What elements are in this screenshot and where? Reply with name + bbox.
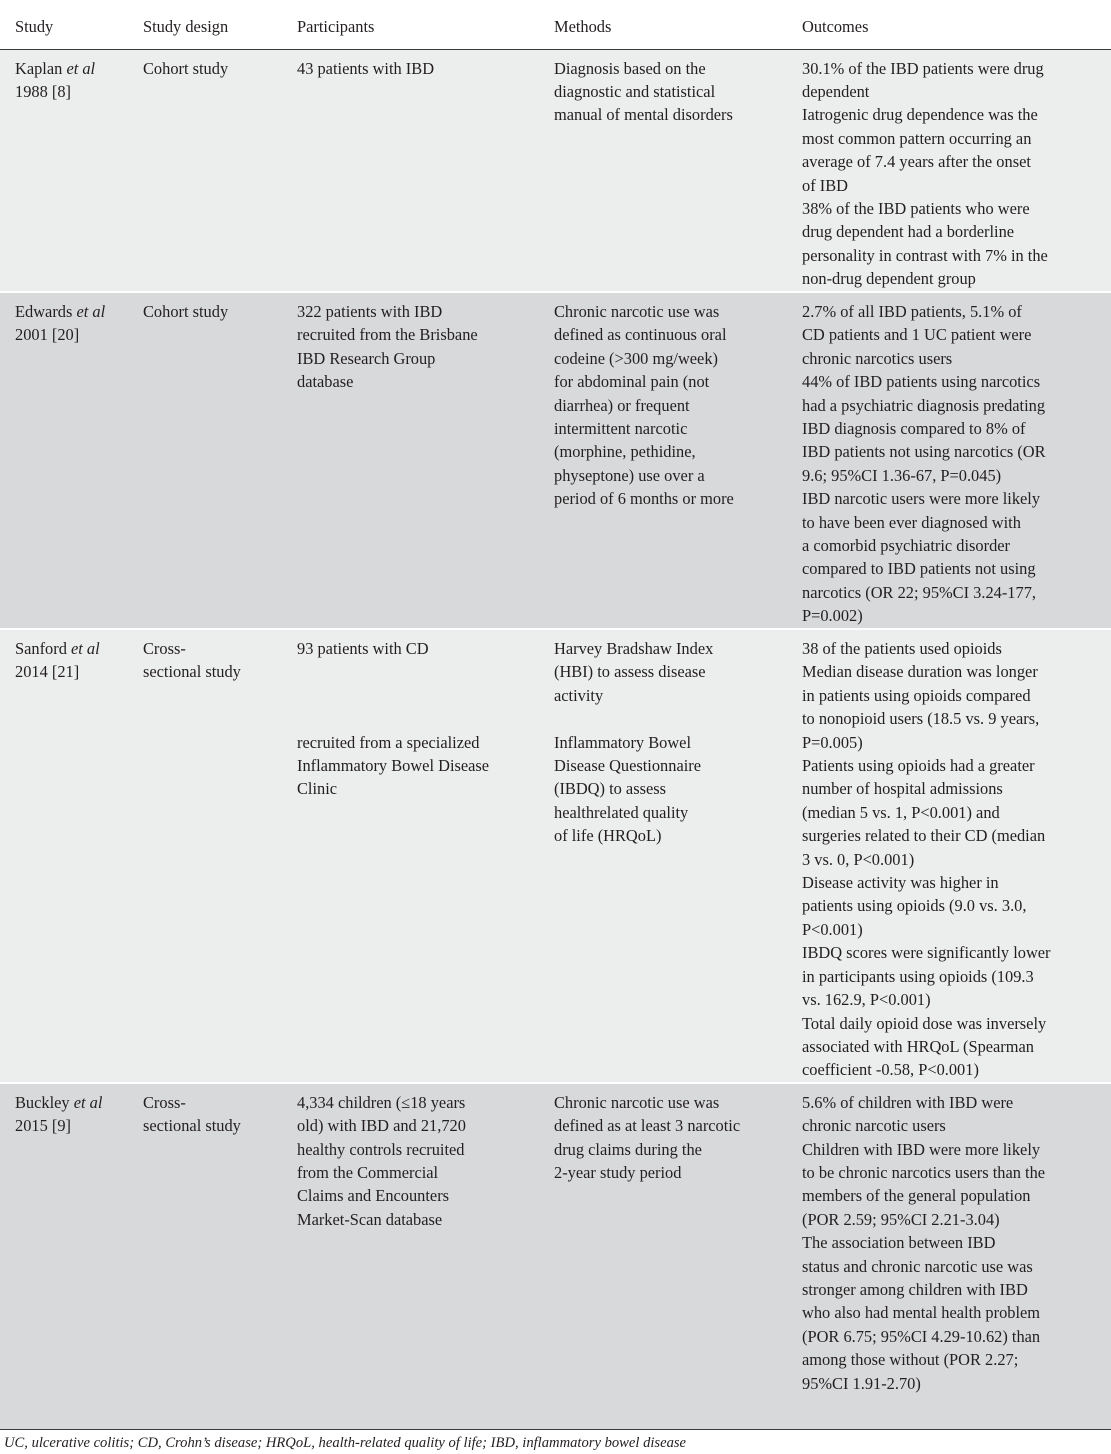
study-cell	[0, 49, 143, 292]
outcomes-cell-line: among those without (POR 2.27;	[802, 1350, 1019, 1370]
methods-cell-line: (HBI) to assess disease	[554, 662, 706, 682]
table-row	[0, 49, 1111, 292]
methods-cell-line: Inflammatory Bowel	[554, 732, 692, 752]
study-year-ref: 2015 [9]	[15, 1116, 71, 1136]
header-outcomes: Outcomes	[802, 0, 1111, 49]
outcomes-cell-line: (POR 2.59; 95%CI 2.21-3.04)	[802, 1209, 1000, 1229]
participants-cell-line: recruited from a specialized	[297, 732, 480, 752]
design-cell-line: Cross-	[143, 639, 186, 658]
participants-cell-line: recruited from the Brisbane	[297, 325, 478, 345]
outcomes-cell-line: a comorbid psychiatric disorder	[802, 536, 1011, 556]
methods-cell-line: Chronic narcotic use was	[554, 302, 720, 321]
participants-cell-line: Claims and Encounters	[297, 1186, 450, 1206]
outcomes-cell-line: The association between IBD	[802, 1233, 996, 1253]
outcomes-cell-line: had a psychiatric diagnosis predating	[802, 395, 1046, 415]
study-author: Buckley	[15, 1092, 74, 1112]
outcomes-cell	[802, 1083, 1111, 1430]
outcomes-cell-line: vs. 162.9, P<0.001)	[802, 990, 931, 1010]
methods-cell-line: Diagnosis based on the	[554, 58, 706, 78]
participants-cell-line: healthy controls recruited	[297, 1139, 465, 1159]
participants-cell	[297, 292, 554, 629]
header-study: Study	[0, 0, 143, 49]
header-methods: Methods	[554, 0, 802, 49]
outcomes-cell-line: non-drug dependent group	[802, 269, 976, 289]
outcomes-cell-line: 38 of the patients used opioids	[802, 639, 1002, 658]
methods-cell-line: activity	[554, 685, 604, 705]
methods-cell-line: Disease Questionnaire	[554, 756, 702, 776]
methods-cell-line: Chronic narcotic use was	[554, 1092, 720, 1112]
outcomes-cell-line: Iatrogenic drug dependence was the	[802, 105, 1038, 125]
participants-cell-line	[297, 660, 554, 683]
outcomes-cell-line: P=0.005)	[802, 732, 863, 752]
outcomes-cell-line: surgeries related to their CD (median	[802, 826, 1046, 846]
outcomes-cell-line: Median disease duration was longer	[802, 662, 1038, 682]
participants-cell-line: Inflammatory Bowel Disease	[297, 755, 490, 775]
outcomes-cell-line: P<0.001)	[802, 919, 863, 939]
methods-cell	[554, 292, 802, 629]
methods-cell-line: 2-year study period	[554, 1162, 682, 1182]
study-et-al: et al	[71, 639, 100, 658]
outcomes-cell-line: status and chronic narcotic use was	[802, 1256, 1033, 1276]
methods-cell-line: (IBDQ) to assess	[554, 779, 666, 799]
outcomes-cell-line: Patients using opioids had a greater	[802, 756, 1035, 776]
outcomes-cell-line: who also had mental health problem	[802, 1303, 1041, 1323]
participants-cell-line: 4,334 children (≤18 years	[297, 1092, 466, 1112]
design-cell	[143, 292, 297, 629]
methods-cell	[554, 629, 802, 1083]
participants-cell-line: old) with IBD and 21,720	[297, 1116, 466, 1136]
study-cell	[0, 292, 143, 629]
study-author: Kaplan	[15, 58, 67, 78]
outcomes-cell-line: CD patients and 1 UC patient were	[802, 325, 1032, 345]
participants-cell-line: Market-Scan database	[297, 1209, 443, 1229]
outcomes-cell-line: patients using opioids (9.0 vs. 3.0,	[802, 896, 1027, 916]
outcomes-cell-line: personality in contrast with 7% in the	[802, 245, 1048, 265]
methods-cell-line: diarrhea) or frequent	[554, 395, 690, 415]
outcomes-cell-line: (median 5 vs. 1, P<0.001) and	[802, 802, 1000, 822]
methods-cell-line	[554, 707, 802, 730]
outcomes-cell-line: P=0.002)	[802, 606, 863, 626]
outcomes-cell-line: stronger among children with IBD	[802, 1279, 1028, 1299]
outcomes-cell-line: IBD diagnosis compared to 8% of	[802, 419, 1026, 439]
outcomes-cell-line: dependent	[802, 81, 870, 101]
methods-cell	[554, 49, 802, 292]
methods-cell-line: physeptone) use over a	[554, 465, 705, 485]
study-et-al: et al	[66, 58, 96, 78]
outcomes-cell-line: IBDQ scores were significantly lower	[802, 943, 1051, 963]
methods-cell-line: drug claims during the	[554, 1139, 702, 1159]
outcomes-cell-line: associated with HRQoL (Spearman	[802, 1036, 1034, 1056]
study-et-al: et al	[73, 1092, 103, 1112]
outcomes-cell	[802, 629, 1111, 1083]
participants-cell-line: from the Commercial	[297, 1162, 439, 1182]
participants-cell-line	[297, 684, 554, 707]
methods-cell-line: intermittent narcotic	[554, 419, 688, 439]
design-cell-line: Cross-	[143, 1092, 186, 1112]
header-study-design: Study design	[143, 0, 297, 49]
study-citation-line	[15, 637, 143, 660]
outcomes-cell-line: chronic narcotic users	[802, 1116, 946, 1136]
methods-cell	[554, 1083, 802, 1430]
participants-cell-line: 322 patients with IBD	[297, 302, 443, 321]
outcomes-cell-line: of IBD	[802, 175, 848, 195]
outcomes-cell-line: narcotics (OR 22; 95%CI 3.24-177,	[802, 582, 1036, 602]
design-cell-line: Cohort study	[143, 58, 229, 78]
outcomes-cell-line: to be chronic narcotics users than the	[802, 1162, 1046, 1182]
outcomes-cell-line: to nonopioid users (18.5 vs. 9 years,	[802, 709, 1040, 729]
study-year-ref: 1988 [8]	[15, 81, 71, 101]
outcomes-cell-line: 38% of the IBD patients who were	[802, 198, 1030, 218]
methods-cell-line: (morphine, pethidine,	[554, 442, 696, 462]
methods-cell-line: diagnostic and statistical	[554, 81, 716, 101]
study-year-ref: 2014 [21]	[15, 662, 80, 682]
outcomes-cell-line: compared to IBD patients not using	[802, 559, 1036, 579]
outcomes-cell-line: 9.6; 95%CI 1.36-67, P=0.045)	[802, 465, 1002, 485]
participants-cell	[297, 1083, 554, 1430]
outcomes-cell-line: members of the general population	[802, 1186, 1031, 1206]
outcomes-cell-line: 5.6% of children with IBD were	[802, 1092, 1014, 1112]
outcomes-cell-line: IBD narcotic users were more likely	[802, 489, 1041, 509]
outcomes-cell-line: (POR 6.75; 95%CI 4.29-10.62) than	[802, 1326, 1041, 1346]
methods-cell-line: healthrelated quality	[554, 802, 689, 822]
methods-cell-line: defined as continuous oral	[554, 325, 727, 345]
participants-cell	[297, 49, 554, 292]
outcomes-cell-line: Disease activity was higher in	[802, 873, 999, 893]
outcomes-cell-line: IBD patients not using narcotics (OR	[802, 442, 1046, 462]
participants-cell-line: IBD Research Group	[297, 348, 436, 368]
header-row	[0, 0, 1111, 49]
participants-cell	[297, 629, 554, 1083]
design-cell	[143, 49, 297, 292]
table-footnote: UC, ulcerative colitis; CD, Crohn’s disease; HRQoL, health-related quality of life; IBD, inflammatory bowel disease	[4, 1435, 687, 1451]
study-cell	[0, 1083, 143, 1430]
study-citation-line	[15, 300, 143, 323]
study-cell	[0, 629, 143, 1083]
methods-cell-line: defined as at least 3 narcotic	[554, 1116, 741, 1136]
participants-cell-line: database	[297, 372, 354, 392]
outcomes-cell-line: Children with IBD were more likely	[802, 1139, 1041, 1159]
participants-cell-line: 93 patients with CD	[297, 639, 429, 658]
participants-cell-line: 43 patients with IBD	[297, 58, 435, 78]
methods-cell-line: period of 6 months or more	[554, 489, 734, 509]
table-row	[0, 629, 1111, 1083]
outcomes-cell-line: 30.1% of the IBD patients were drug	[802, 58, 1044, 78]
outcomes-cell-line: average of 7.4 years after the onset	[802, 152, 1031, 172]
outcomes-cell	[802, 49, 1111, 292]
design-cell-line: sectional study	[143, 662, 241, 682]
methods-cell-line: for abdominal pain (not	[554, 372, 710, 392]
methods-cell-line: Harvey Bradshaw Index	[554, 639, 714, 658]
outcomes-cell-line: number of hospital admissions	[802, 779, 1003, 799]
study-year-ref: 2001 [20]	[15, 325, 80, 345]
participants-cell-line	[297, 707, 554, 730]
table-row	[0, 1083, 1111, 1430]
table-row	[0, 292, 1111, 629]
outcomes-cell-line: 95%CI 1.91-2.70)	[802, 1373, 921, 1393]
outcomes-cell-line: chronic narcotics users	[802, 348, 953, 368]
design-cell	[143, 1083, 297, 1430]
design-cell-line: Cohort study	[143, 302, 229, 321]
outcomes-cell-line: to have been ever diagnosed with	[802, 512, 1021, 532]
participants-cell-line: Clinic	[297, 779, 338, 799]
design-cell-line: sectional study	[143, 1116, 241, 1136]
methods-cell-line: of life (HRQoL)	[554, 826, 662, 846]
outcomes-cell	[802, 292, 1111, 629]
outcomes-cell-line: 3 vs. 0, P<0.001)	[802, 849, 915, 869]
study-author: Sanford	[15, 639, 71, 658]
outcomes-cell-line: 44% of IBD patients using narcotics	[802, 372, 1041, 392]
outcomes-cell-line: 2.7% of all IBD patients, 5.1% of	[802, 302, 1022, 321]
study-citation-line	[15, 57, 143, 80]
study-citation-line	[15, 1091, 143, 1114]
outcomes-cell-line: Total daily opioid dose was inversely	[802, 1013, 1047, 1033]
outcomes-cell-line: coefficient -0.58, P<0.001)	[802, 1060, 979, 1080]
study-et-al: et al	[76, 302, 106, 321]
methods-cell-line: codeine (>300 mg/week)	[554, 348, 718, 368]
outcomes-cell-line: most common pattern occurring an	[802, 128, 1032, 148]
outcomes-cell-line: in participants using opioids (109.3	[802, 966, 1034, 986]
outcomes-cell-line: in patients using opioids compared	[802, 685, 1031, 705]
design-cell	[143, 629, 297, 1083]
study-author: Edwards	[15, 302, 77, 321]
outcomes-cell-line: drug dependent had a borderline	[802, 222, 1015, 242]
header-participants: Participants	[297, 0, 554, 49]
methods-cell-line: manual of mental disorders	[554, 105, 733, 125]
